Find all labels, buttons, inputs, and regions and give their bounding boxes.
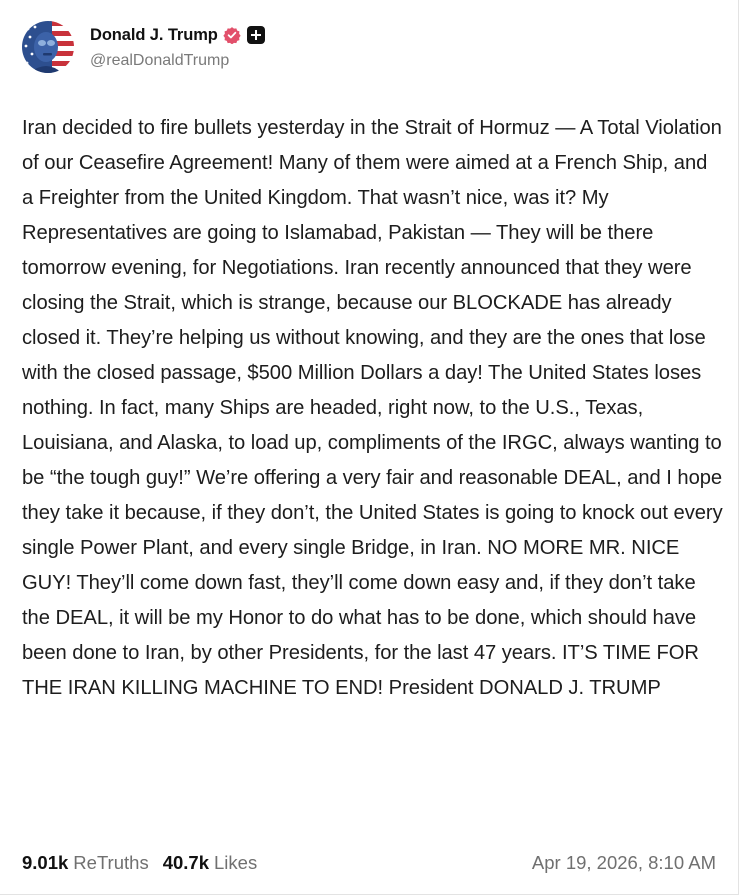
author-handle[interactable]: @realDonaldTrump [90,52,230,69]
likes-label: Likes [214,852,258,873]
post-header [22,21,265,73]
avatar-image [22,21,74,73]
retruths-label: ReTruths [73,852,149,873]
likes-stat[interactable] [163,852,258,874]
post-footer [22,852,716,874]
post-body-text: Iran decided to fire bullets yesterday in the Strait of Hormuz — A Total Violation of our Ceasefire Agreement! Many of them were aimed at a French Ship, and a Freighter from the United Kingdom. That wasn’t nice, was it? My Representatives are going to Islamabad, Pakistan — They will be there tomorrow evening, for Negotiations. Iran recently announced that they were closing the Strait, which is strange, because our BLOCKADE has already closed it. They’re helping us without knowing, and they are the ones that lose with the closed passage, $500 Million Dollars a day! The United States loses nothing. In fact, many Ships are headed, right now, to the U.S., Texas, Louisiana, and Alaska, to load up, compliments of the IRGC, always wanting to be “the tough guy!” We’re offering a very fair and reasonable DEAL, and I hope they take it because, if they don’t, the United States is going to knock out every single Power Plant, and every single Bridge, in Iran. NO MORE MR. NICE GUY! They’ll come down fast, they’ll come down easy and, if they don’t take the DEAL, it will be my Honor to do what has to be done, which should have been done to Iran, by other Presidents, for the last 47 years. IT’S TIME FOR THE IRAN KILLING MACHINE TO END! President DONALD J. TRUMP [22,117,723,699]
post-timestamp[interactable]: Apr 19, 2026, 8:10 AM [531,852,716,873]
avatar[interactable] [22,21,74,73]
likes-count: 40.7k [162,852,209,873]
retruths-count: 9.01k [22,852,69,873]
retruths-stat[interactable] [22,852,149,874]
author-display-name[interactable]: Donald J. Trump [90,25,218,44]
author-block [90,24,265,70]
truth-plus-icon [247,26,265,44]
verified-badge-icon [223,26,241,44]
